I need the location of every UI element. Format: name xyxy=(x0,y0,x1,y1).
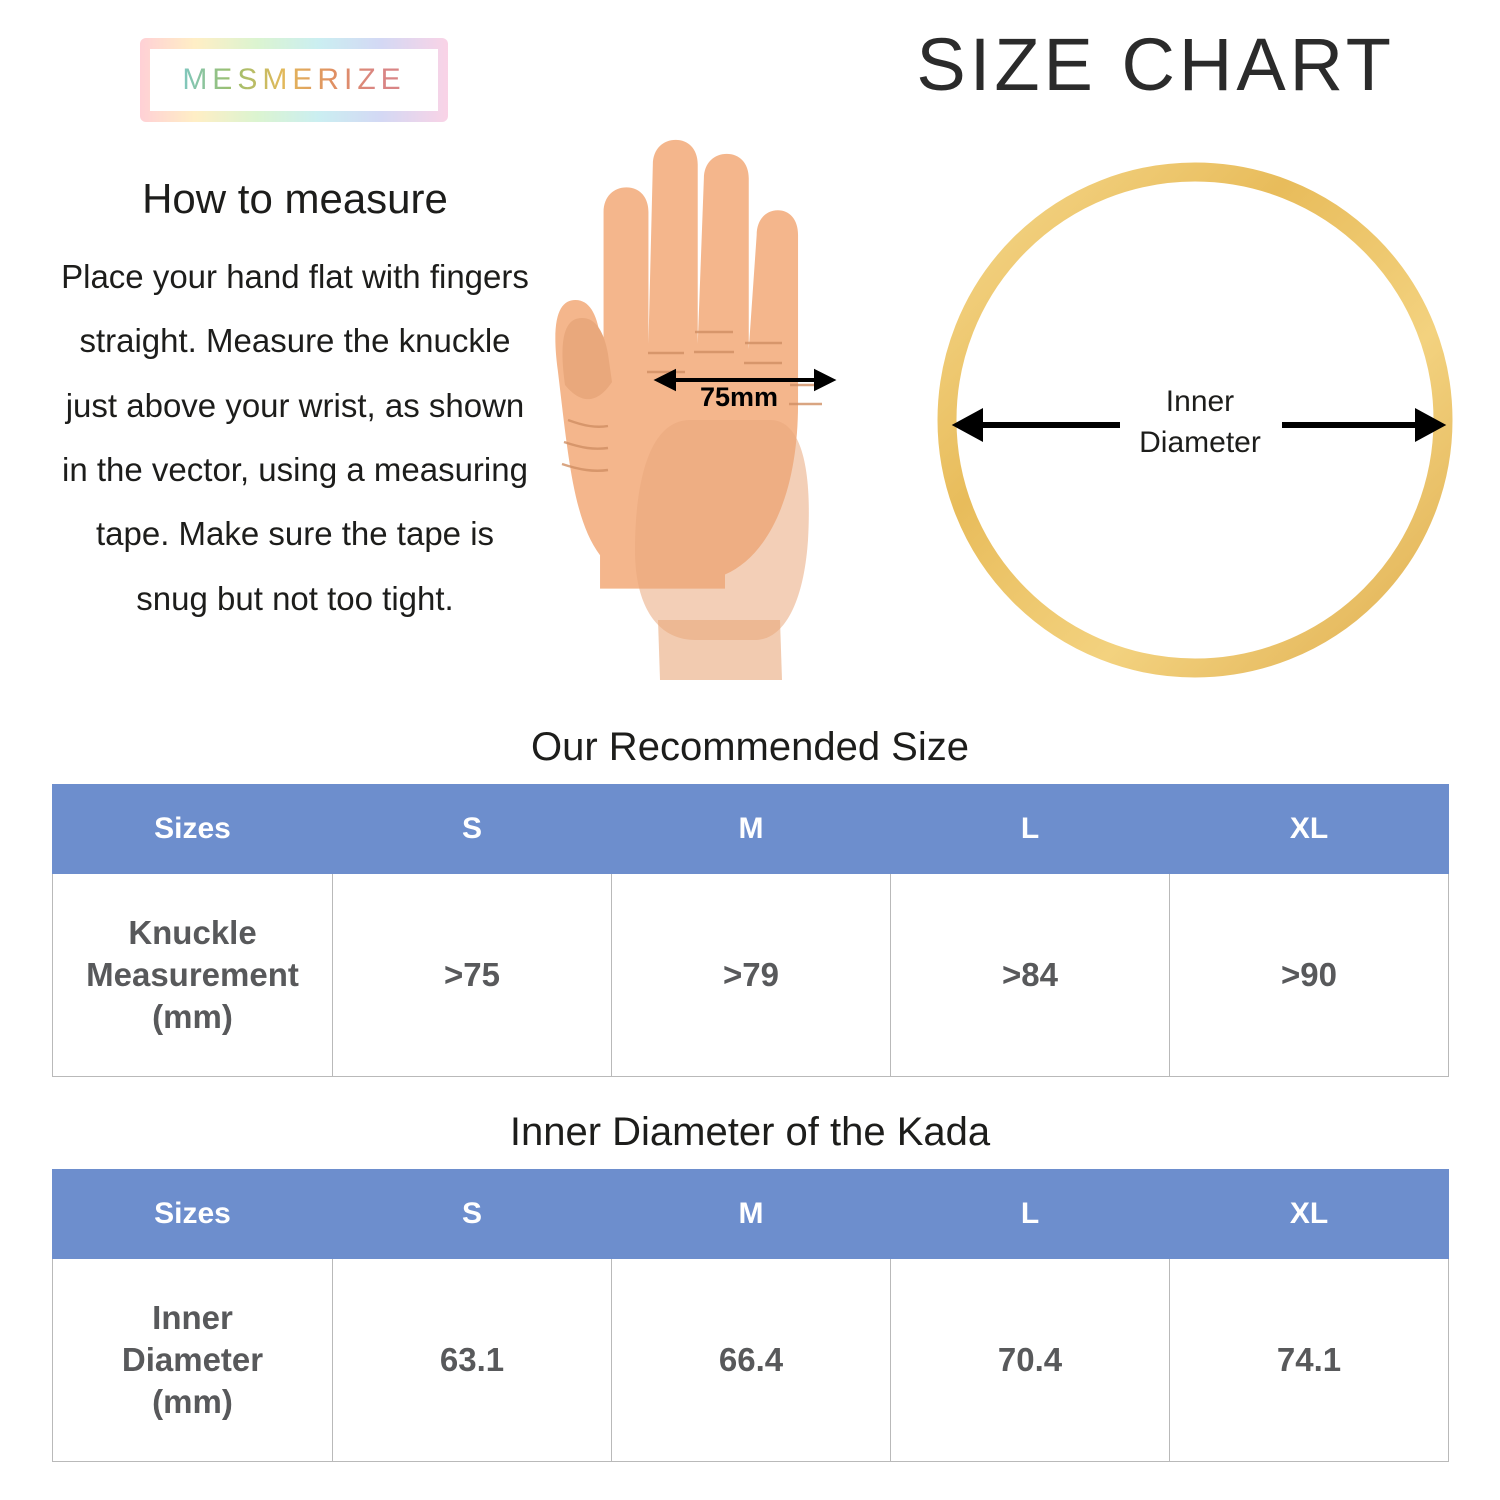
row-label-line2: Diameter xyxy=(121,1340,264,1378)
how-to-measure-text: Place your hand flat with fingers straight. Measure the knuckle just above your wrist, as shown in the vector, using a measuring tape. Make sure the tape is snug but not too tight. xyxy=(61,258,529,617)
row-label-inner-diameter xyxy=(53,1259,333,1462)
brand-logo xyxy=(140,38,448,122)
table-row xyxy=(53,1259,1449,1462)
cell-knuckle-m: >79 xyxy=(612,874,891,1077)
how-to-measure-section xyxy=(60,175,530,631)
column-header-s: S xyxy=(333,785,612,874)
recommended-size-section xyxy=(52,725,1448,1077)
brand-logo-inner xyxy=(150,49,438,111)
row-label-line1: Knuckle xyxy=(128,913,257,951)
column-header-xl: XL xyxy=(1170,1170,1449,1259)
column-header-s: S xyxy=(333,1170,612,1259)
row-label-line3: (mm) xyxy=(152,998,233,1036)
inner-diameter-label xyxy=(1120,382,1280,463)
column-header-sizes: Sizes xyxy=(53,1170,333,1259)
cell-diameter-s: 63.1 xyxy=(333,1259,612,1462)
row-label-knuckle-measurement xyxy=(53,874,333,1077)
cell-diameter-l: 70.4 xyxy=(891,1259,1170,1462)
how-to-measure-heading: How to measure xyxy=(142,175,448,222)
table-header-row xyxy=(53,785,1449,874)
page-header xyxy=(0,0,1500,140)
cell-knuckle-s: >75 xyxy=(333,874,612,1077)
row-label-line2: Measurement xyxy=(86,955,299,993)
table-row xyxy=(53,874,1449,1077)
row-label-line3: (mm) xyxy=(152,1383,233,1421)
recommended-size-caption: Our Recommended Size xyxy=(531,725,969,769)
column-header-m: M xyxy=(612,1170,891,1259)
cell-knuckle-xl: >90 xyxy=(1170,874,1449,1077)
row-label-line1: Inner xyxy=(152,1298,233,1336)
table-header-row xyxy=(53,1170,1449,1259)
inner-diameter-label-line1: Inner xyxy=(1165,385,1235,418)
column-header-sizes: Sizes xyxy=(53,785,333,874)
page-title: SIZE CHART xyxy=(916,23,1395,106)
column-header-xl: XL xyxy=(1170,785,1449,874)
inner-diameter-caption: Inner Diameter of the Kada xyxy=(509,1110,991,1154)
cell-knuckle-l: >84 xyxy=(891,874,1170,1077)
cell-diameter-xl: 74.1 xyxy=(1170,1259,1449,1462)
cell-diameter-m: 66.4 xyxy=(612,1259,891,1462)
inner-diameter-table xyxy=(52,1169,1449,1462)
brand-logo-text: MESMERIZE xyxy=(182,63,406,96)
column-header-l: L xyxy=(891,1170,1170,1259)
inner-diameter-section xyxy=(52,1110,1448,1462)
hand-measure-label: 75mm xyxy=(700,382,779,412)
column-header-l: L xyxy=(891,785,1170,874)
column-header-m: M xyxy=(612,785,891,874)
recommended-size-table xyxy=(52,784,1449,1077)
inner-diameter-label-line2: Diameter xyxy=(1139,425,1261,459)
